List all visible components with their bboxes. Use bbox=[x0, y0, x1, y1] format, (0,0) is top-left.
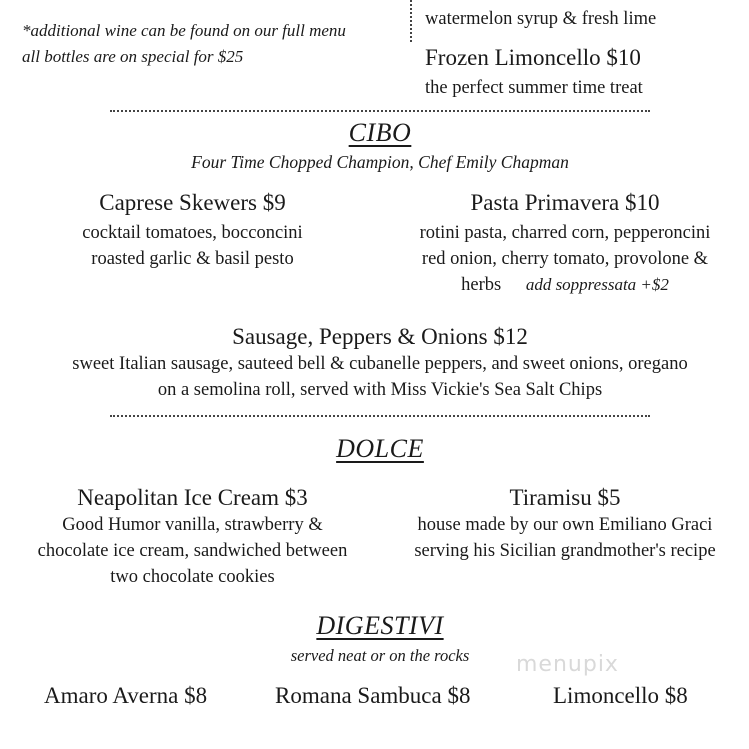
section-divider bbox=[110, 110, 650, 112]
digestivo-limoncello: Limoncello $8 bbox=[553, 683, 688, 708]
wine-note-line-2: all bottles are on special for $25 bbox=[22, 47, 244, 66]
item-desc-line bbox=[375, 272, 749, 298]
item-desc-line: house made by our own Emiliano Graci bbox=[417, 515, 713, 535]
item-title: Sausage, Peppers & Onions $12 bbox=[232, 324, 528, 349]
item-desc-line: on a semolina roll, served with Miss Vickie's Sea Salt Chips bbox=[157, 380, 603, 400]
cibo-subtitle: Four Time Chopped Champion, Chef Emily Chapman bbox=[191, 152, 569, 172]
wine-note-line-1: *additional wine can be found on our full menu bbox=[22, 21, 346, 40]
section-divider bbox=[110, 415, 650, 417]
menu-item-caprese-skewers bbox=[0, 190, 385, 272]
item-addon: add soppressata +$2 bbox=[525, 275, 669, 294]
item-title: Tiramisu $5 bbox=[509, 485, 621, 510]
item-title: Neapolitan Ice Cream $3 bbox=[77, 485, 308, 510]
partial-drink-desc: watermelon syrup & fresh lime bbox=[425, 9, 657, 29]
watermark-logo: menupix bbox=[516, 652, 619, 677]
item-desc-line: roasted garlic & basil pesto bbox=[91, 249, 294, 269]
item-title: Caprese Skewers $9 bbox=[99, 190, 286, 215]
item-title: Pasta Primavera $10 bbox=[470, 190, 660, 215]
item-desc-line: chocolate ice cream, sandwiched between bbox=[37, 541, 348, 561]
menu-item-neapolitan-ice-cream bbox=[0, 485, 385, 590]
item-desc-line: red onion, cherry tomato, provolone & bbox=[421, 249, 709, 269]
item-desc-herbs: herbs bbox=[461, 275, 502, 295]
item-desc-line: rotini pasta, charred corn, pepperoncini bbox=[419, 223, 711, 243]
item-desc-line: sweet Italian sausage, sauteed bell & cubanelle peppers, and sweet onions, oregano bbox=[72, 354, 688, 374]
item-desc-line: serving his Sicilian grandmother's recipe bbox=[414, 541, 716, 561]
digestivi-section-title: DIGESTIVI bbox=[316, 611, 444, 640]
digestivi-subtitle: served neat or on the rocks bbox=[290, 646, 470, 665]
dolce-section-title: DOLCE bbox=[336, 434, 424, 463]
item-desc-line: cocktail tomatoes, bocconcini bbox=[82, 223, 303, 243]
digestivo-romana-sambuca: Romana Sambuca $8 bbox=[275, 683, 471, 708]
menu-item-tiramisu bbox=[375, 485, 749, 564]
menu-item-pasta-primavera bbox=[375, 190, 749, 298]
digestivo-amaro-averna: Amaro Averna $8 bbox=[44, 683, 208, 708]
item-desc-line: two chocolate cookies bbox=[110, 567, 275, 587]
menu-item-sausage-peppers-onions bbox=[0, 324, 749, 403]
frozen-limoncello-desc: the perfect summer time treat bbox=[425, 78, 643, 98]
item-desc-line: Good Humor vanilla, strawberry & bbox=[62, 515, 323, 535]
frozen-limoncello-title: Frozen Limoncello $10 bbox=[425, 45, 641, 70]
vertical-divider bbox=[410, 0, 412, 42]
cibo-section-title: CIBO bbox=[348, 118, 412, 147]
wine-note bbox=[22, 18, 346, 70]
